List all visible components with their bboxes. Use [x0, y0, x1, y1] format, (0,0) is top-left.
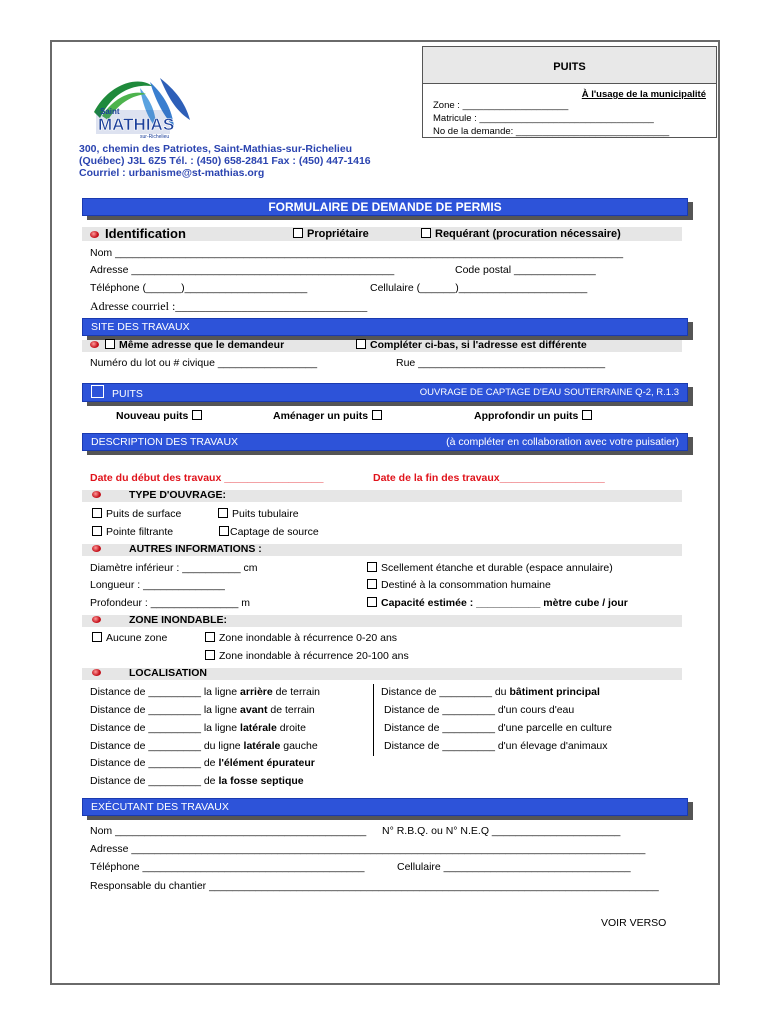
checkbox-icon[interactable] [421, 228, 431, 238]
puits-banner-left[interactable]: PUITS [91, 385, 143, 400]
checkbox-icon[interactable] [219, 526, 229, 536]
localisation-divider [373, 684, 374, 756]
description-banner [82, 433, 688, 451]
distance-laterale-droite-field[interactable]: Distance de _________ la ligne latérale droite [90, 722, 306, 734]
requerant-option[interactable]: Requérant (procuration nécessaire) [421, 228, 621, 240]
municipality-logo [90, 72, 200, 142]
bullet-icon [92, 616, 101, 623]
executant-banner-label: EXÉCUTANT DES TRAVAUX [91, 801, 229, 813]
municipal-box-subtitle: À l'usage de la municipalité [581, 89, 706, 100]
checkbox-icon[interactable] [218, 508, 228, 518]
courriel-field[interactable]: Adresse courriel :________________________________ [90, 299, 368, 313]
responsable-field[interactable]: Responsable du chantier _____________________________________________________________________________ [90, 880, 659, 892]
checkbox-icon[interactable] [105, 339, 115, 349]
completer-option[interactable]: Compléter ci-bas, si l'adresse est différente [356, 339, 587, 351]
bullet-icon [90, 231, 99, 238]
form-title-banner [82, 198, 688, 216]
meme-adresse-option[interactable]: Même adresse que le demandeur [90, 339, 284, 351]
destine-option[interactable]: Destiné à la consommation humaine [367, 579, 551, 591]
checkbox-icon[interactable] [91, 385, 104, 398]
checkbox-icon[interactable] [192, 410, 202, 420]
checkbox-icon[interactable] [356, 339, 366, 349]
logo-text-main: MATHIAS [98, 115, 175, 134]
description-banner-right: (à compléter en collaboration avec votre puisatier) [446, 436, 679, 448]
checkbox-icon[interactable] [367, 562, 377, 572]
capacite-option[interactable]: Capacité estimée : ___________ mètre cube / jour [367, 597, 628, 609]
diametre-field[interactable]: Diamètre inférieur : __________ cm [90, 562, 258, 574]
code-postal-field[interactable]: Code postal ______________ [455, 264, 596, 276]
voir-verso-note: VOIR VERSO [601, 917, 667, 929]
puits-surface-option[interactable]: Puits de surface [92, 508, 181, 520]
bullet-icon [92, 491, 101, 498]
aucune-zone-option[interactable]: Aucune zone [92, 632, 167, 644]
checkbox-icon[interactable] [367, 597, 377, 607]
zone-20-100-option[interactable]: Zone inondable à récurrence 20-100 ans [205, 650, 409, 662]
rbq-field[interactable]: N° R.B.Q. ou N° N.E.Q ______________________ [382, 825, 621, 837]
distance-avant-field[interactable]: Distance de _________ la ligne avant de terrain [90, 704, 315, 716]
cellulaire-field[interactable]: Cellulaire (______)______________________ [370, 282, 588, 294]
puits-banner-right: OUVRAGE DE CAPTAGE D'EAU SOUTERRAINE Q-2, R.1.3 [419, 387, 679, 398]
lot-field[interactable]: Numéro du lot ou # civique _________________ [90, 357, 318, 369]
pointe-filtrante-option[interactable]: Pointe filtrante [92, 526, 173, 538]
executant-cellulaire-field[interactable]: Cellulaire ________________________________ [397, 861, 631, 873]
date-debut-field[interactable]: Date du début des travaux _________________ [90, 472, 324, 484]
checkbox-icon[interactable] [92, 526, 102, 536]
logo-text-top: Saint [100, 107, 120, 116]
distance-fosse-field[interactable]: Distance de _________ de la fosse septique [90, 775, 304, 787]
nouveau-puits-option[interactable]: Nouveau puits [116, 410, 202, 422]
distance-cours-eau-field[interactable]: Distance de _________ d'un cours d'eau [384, 704, 575, 716]
matricule-field[interactable]: Matricule : _________________________________ [433, 113, 654, 124]
distance-parcelle-field[interactable]: Distance de _________ d'une parcelle en culture [384, 722, 612, 734]
bullet-icon [92, 669, 101, 676]
municipality-address [79, 143, 371, 179]
zone-field[interactable]: Zone : ____________________ [433, 100, 569, 111]
distance-elevage-field[interactable]: Distance de _________ d'un élevage d'animaux [384, 740, 608, 752]
checkbox-icon[interactable] [367, 579, 377, 589]
logo-text-small: sur-Richelieu [140, 134, 170, 140]
form-title: FORMULAIRE DE DEMANDE DE PERMIS [268, 200, 502, 214]
checkbox-icon[interactable] [92, 632, 102, 642]
site-banner [82, 318, 688, 336]
identification-heading: Identification [90, 226, 186, 241]
zone-heading: ZONE INONDABLE: [92, 614, 227, 626]
nom-field[interactable]: Nom _______________________________________________________________________________________ [90, 247, 624, 259]
checkbox-icon[interactable] [205, 632, 215, 642]
checkbox-icon[interactable] [293, 228, 303, 238]
date-fin-field[interactable]: Date de la fin des travaux__________________ [373, 472, 605, 484]
puits-tubulaire-option[interactable]: Puits tubulaire [218, 508, 299, 520]
executant-adresse-field[interactable]: Adresse ________________________________________________________________________________________ [90, 843, 646, 855]
executant-nom-field[interactable]: Nom ___________________________________________ [90, 825, 367, 837]
captage-source-option[interactable]: Captage de source [219, 526, 319, 538]
distance-epurateur-field[interactable]: Distance de _________ de l'élément épurateur [90, 757, 315, 769]
puits-banner [82, 383, 688, 402]
bullet-icon [90, 341, 99, 348]
amenager-puits-option[interactable]: Aménager un puits [273, 410, 382, 422]
executant-telephone-field[interactable]: Téléphone ______________________________________ [90, 861, 365, 873]
bullet-icon [92, 545, 101, 552]
municipal-use-box [422, 46, 717, 138]
profondeur-field[interactable]: Profondeur : _______________ m [90, 597, 250, 609]
rue-field[interactable]: Rue ________________________________ [396, 357, 606, 369]
municipal-box-title: PUITS [423, 47, 716, 84]
localisation-heading: LOCALISATION [92, 667, 207, 679]
autres-heading: AUTRES INFORMATIONS : [92, 543, 262, 555]
zone-0-20-option[interactable]: Zone inondable à récurrence 0-20 ans [205, 632, 397, 644]
type-ouvrage-heading: TYPE D'OUVRAGE: [92, 489, 226, 501]
proprietaire-option[interactable]: Propriétaire [293, 228, 369, 240]
executant-banner [82, 798, 688, 816]
demande-number-field[interactable]: No de la demande: _____________________________ [433, 126, 670, 137]
description-banner-left: DESCRIPTION DES TRAVAUX [91, 436, 239, 448]
distance-arriere-field[interactable]: Distance de _________ la ligne arrière de terrain [90, 686, 321, 698]
distance-batiment-field[interactable]: Distance de _________ du bâtiment principal [381, 686, 600, 698]
address-line-1: 300, chemin des Patriotes, Saint-Mathias-sur-Richelieu [79, 143, 353, 155]
site-banner-label: SITE DES TRAVAUX [91, 321, 190, 333]
scellement-option[interactable]: Scellement étanche et durable (espace annulaire) [367, 562, 613, 574]
distance-laterale-gauche-field[interactable]: Distance de _________ du ligne latérale gauche [90, 740, 318, 752]
checkbox-icon[interactable] [92, 508, 102, 518]
telephone-field[interactable]: Téléphone (______)_____________________ [90, 282, 308, 294]
checkbox-icon[interactable] [205, 650, 215, 660]
checkbox-icon[interactable] [582, 410, 592, 420]
approfondir-puits-option[interactable]: Approfondir un puits [474, 410, 592, 422]
checkbox-icon[interactable] [372, 410, 382, 420]
address-line-3: Courriel : urbanisme@st-mathias.org [79, 167, 265, 179]
longueur-field[interactable]: Longueur : ______________ [90, 579, 225, 591]
adresse-field[interactable]: Adresse _____________________________________________ [90, 264, 395, 276]
address-line-2: (Québec) J3L 6Z5 Tél. : (450) 658-2841 Fax : (450) 447-1416 [79, 155, 371, 167]
